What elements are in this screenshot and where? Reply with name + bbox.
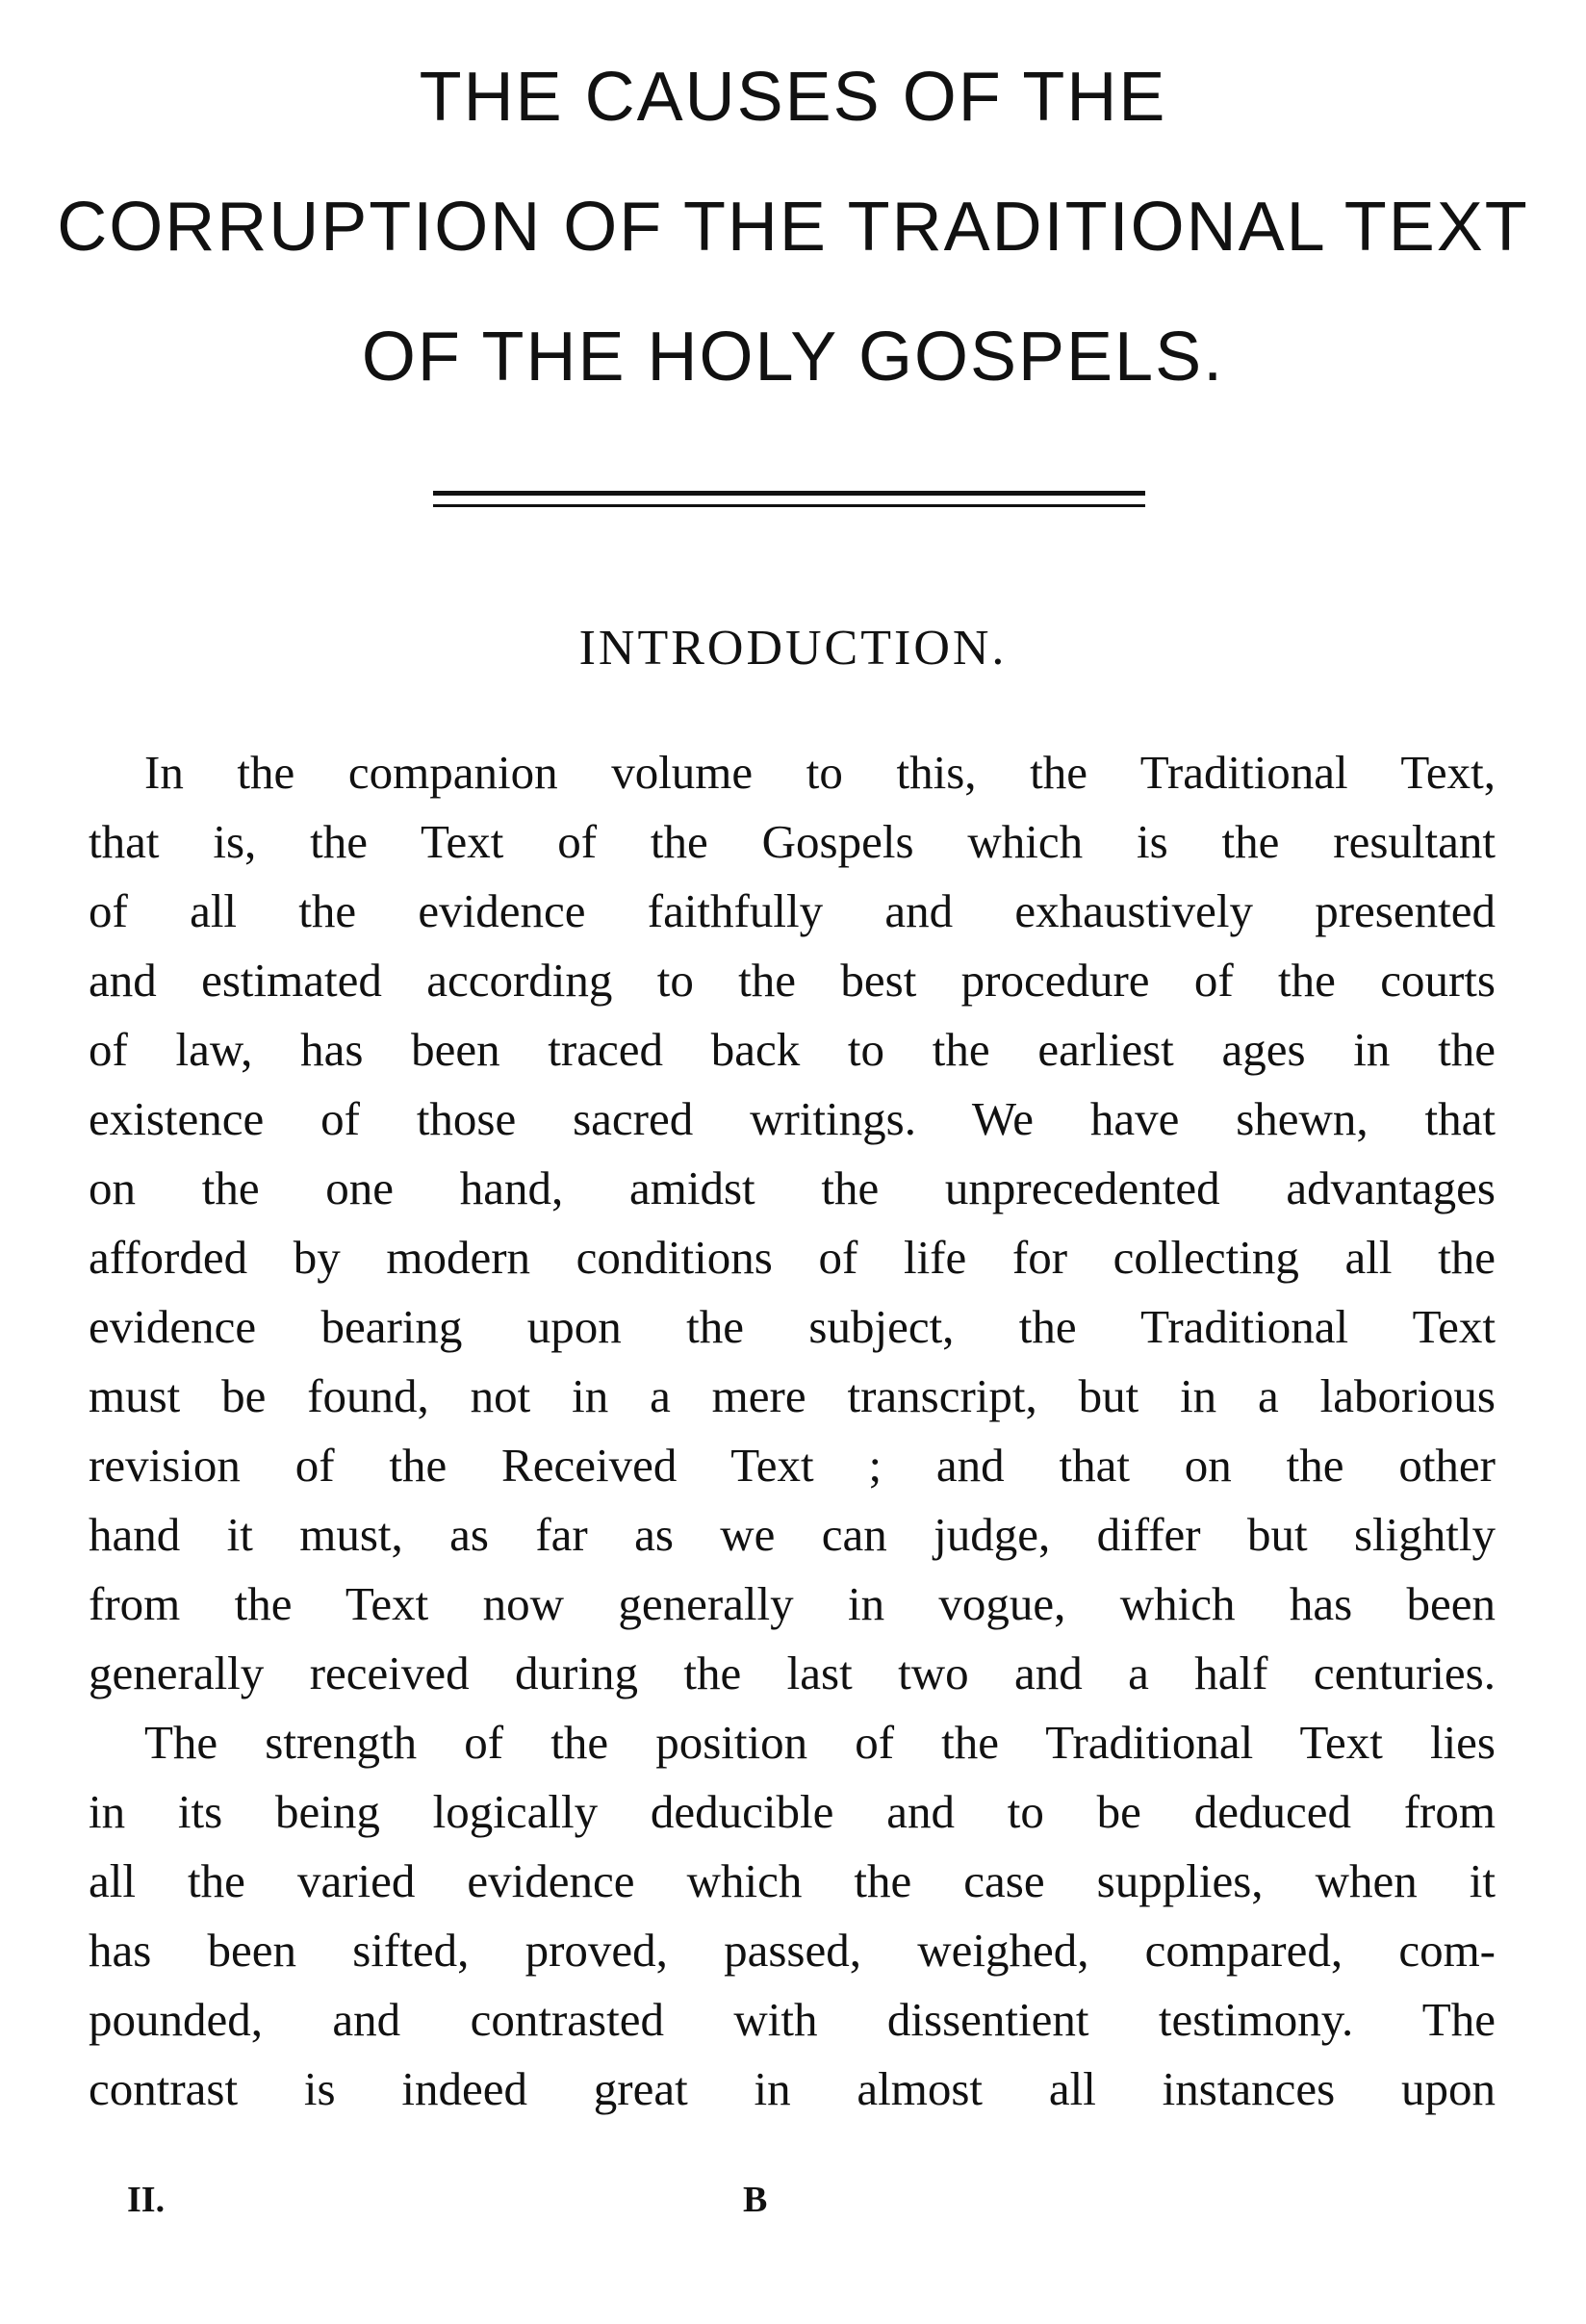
paragraph-2-line: has been sifted, proved, passed, weighed, compared, com- <box>89 1924 1496 1977</box>
paragraph-1-line: of all the evidence faithfully and exhaustively presented <box>89 884 1496 937</box>
signature-volume-mark: II. <box>127 2180 166 2220</box>
paragraph-1-line: afforded by modern conditions of life for collecting all the <box>89 1231 1496 1284</box>
title-line-2: CORRUPTION OF THE TRADITIONAL TEXT <box>57 189 1529 266</box>
paragraph-2-line: contrast is indeed great in almost all instances upon <box>89 2062 1496 2115</box>
paragraph-1-line: hand it must, as far as we can judge, differ but slightly <box>89 1508 1496 1561</box>
paragraph-1-line: must be found, not in a mere transcript, but in a laborious <box>89 1369 1496 1422</box>
paragraph-1-line: existence of those sacred writings. We have shewn, that <box>89 1092 1496 1145</box>
double-rule-top <box>433 491 1145 496</box>
title-line-3: OF THE HOLY GOSPELS. <box>361 319 1225 396</box>
paragraph-1-line: and estimated according to the best procedure of the courts <box>89 954 1496 1007</box>
paragraph-2-line: all the varied evidence which the case supplies, when it <box>89 1854 1496 1907</box>
section-heading: INTRODUCTION. <box>578 621 1008 676</box>
paragraph-2-line: in its being logically deducible and to be deduced from <box>89 1785 1496 1838</box>
paragraph-1-line: In the companion volume to this, the Traditional Text, <box>144 746 1496 799</box>
paragraph-1-line: revision of the Received Text ; and that on the other <box>89 1439 1496 1492</box>
paragraph-1-line: that is, the Text of the Gospels which is the resultant <box>89 815 1496 868</box>
paragraph-1-line: generally received during the last two and a half centuries. <box>89 1647 1496 1699</box>
paragraph-1-line: of law, has been traced back to the earliest ages in the <box>89 1023 1496 1076</box>
paragraph-1-line: from the Text now generally in vogue, which has been <box>89 1577 1496 1630</box>
paragraph-2-line: The strength of the position of the Traditional Text lies <box>144 1716 1496 1769</box>
title-line-1: THE CAUSES OF THE <box>419 59 1167 136</box>
paragraph-1-line: on the one hand, amidst the unprecedented advantages <box>89 1162 1496 1214</box>
paragraph-1-line: evidence bearing upon the subject, the Traditional Text <box>89 1300 1496 1353</box>
paragraph-2-line: pounded, and contrasted with dissentient testimony. The <box>89 1993 1496 2046</box>
signature-letter-mark: B <box>743 2180 768 2220</box>
double-rule-bottom <box>433 504 1145 507</box>
